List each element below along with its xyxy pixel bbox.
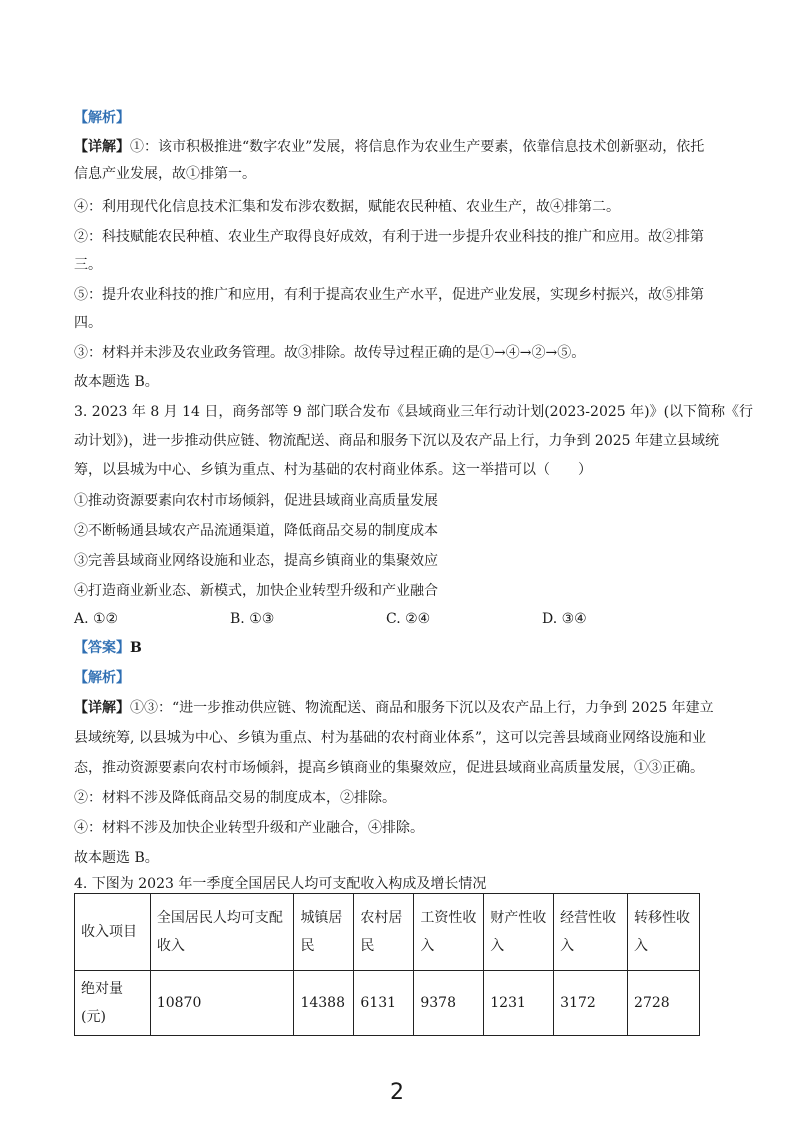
table-header-cell: 收入项目 xyxy=(75,894,151,971)
table-header-cell: 全国居民人均可支配收入 xyxy=(150,894,294,971)
statement-item: ④打造商业新业态、新模式，加快企业转型升级和产业融合 xyxy=(74,583,438,599)
analysis-conclusion: 故本题选 B。 xyxy=(74,850,159,866)
income-table xyxy=(74,893,700,1036)
question-3-stem: 3. 2023 年 8 月 14 日，商务部等 9 部门联合发布《县域商业三年行动计划(2023-2025 年)》(以下简称《行 xyxy=(74,404,754,420)
detail-tag: 【详解】 xyxy=(74,139,130,155)
analysis-detail-line xyxy=(74,699,714,717)
detail-tag: 【详解】 xyxy=(74,700,130,716)
analysis-heading: 【解析】 xyxy=(74,110,130,126)
analysis-text-line: ⑤：提升农业科技的推广和应用，有利于提高农业生产水平，促进产业发展，实现乡村振兴，故⑤排第 xyxy=(74,287,704,303)
table-cell: 6131 xyxy=(354,971,414,1036)
statement-item: ③完善县域商业网络设施和业态，提高乡镇商业的集聚效应 xyxy=(74,553,438,569)
table-header-cell: 转移性收入 xyxy=(628,894,700,971)
analysis-text-line: ②：材料不涉及降低商品交易的制度成本，②排除。 xyxy=(74,790,396,806)
table-cell: 9378 xyxy=(414,971,484,1036)
analysis-text-line: ④：材料不涉及加快企业转型升级和产业融合，④排除。 xyxy=(74,820,424,836)
analysis-detail-line xyxy=(74,138,704,156)
table-cell: 14388 xyxy=(294,971,354,1036)
table-header-row xyxy=(75,894,700,971)
analysis-text-line: ②：科技赋能农民种植、农业生产取得良好成效，有利于进一步提升农业科技的推广和应用。故②排第 xyxy=(74,229,704,245)
table-row xyxy=(75,971,700,1036)
table-cell: 3172 xyxy=(554,971,628,1036)
table-header-cell: 农村居民 xyxy=(354,894,414,971)
answer-tag: 【答案】 xyxy=(74,640,130,656)
option-b: B. ①③ xyxy=(230,611,275,627)
analysis-text: ①：该市积极推进“数字农业”发展，将信息作为农业生产要素，依靠信息技术创新驱动，依托 xyxy=(130,139,705,155)
table-header-cell: 工资性收入 xyxy=(414,894,484,971)
analysis-text-line: ④：利用现代化信息技术汇集和发布涉农数据，赋能农民种植、农业生产，故④排第二。 xyxy=(74,199,620,215)
table-row-label: 绝对量(元) xyxy=(75,971,151,1036)
analysis-text: ①③：“进一步推动供应链、物流配送、商品和服务下沉以及农产品上行，力争到 2025 年建立 xyxy=(130,700,714,716)
analysis-text-line: 三。 xyxy=(74,257,102,273)
table-header-cell: 城镇居民 xyxy=(294,894,354,971)
statement-item: ②不断畅通县域农产品流通渠道，降低商品交易的制度成本 xyxy=(74,523,438,539)
question-3-stem: 动计划》)，进一步推动供应链、物流配送、商品和服务下沉以及农产品上行，力争到 2025 年建立县域统 xyxy=(74,433,719,449)
analysis-text-line: 态，推动资源要素向农村市场倾斜，提高乡镇商业的集聚效应，促进县域商业高质量发展，①③正确。 xyxy=(74,760,704,776)
answer-value: B xyxy=(130,640,142,656)
option-c: C. ②④ xyxy=(386,611,431,627)
analysis-text-line: 四。 xyxy=(74,315,102,331)
option-a: A. ①② xyxy=(74,611,119,627)
question-4-stem: 4. 下图为 2023 年一季度全国居民人均可支配收入构成及增长情况 xyxy=(74,876,487,892)
table-cell: 10870 xyxy=(150,971,294,1036)
answer-line xyxy=(74,639,142,657)
table-header-cell: 财产性收入 xyxy=(484,894,554,971)
page-number: 2 xyxy=(390,1080,404,1105)
analysis-text-line: ③：材料并未涉及农业政务管理。故③排除。故传导过程正确的是①→④→②→⑤。 xyxy=(74,345,586,361)
table-cell: 2728 xyxy=(628,971,700,1036)
analysis-text-line: 县域统筹, 以县城为中心、乡镇为重点、村为基础的农村商业体系”，这可以完善县域商业网络设施和业 xyxy=(74,730,707,746)
statement-item: ①推动资源要素向农村市场倾斜，促进县域商业高质量发展 xyxy=(74,493,438,509)
option-d: D. ③④ xyxy=(542,611,587,627)
table-header-cell: 经营性收入 xyxy=(554,894,628,971)
question-3-stem: 筹，以县城为中心、乡镇为重点、村为基础的农村商业体系。这一举措可以（ ） xyxy=(74,462,592,478)
analysis-conclusion: 故本题选 B。 xyxy=(74,374,159,390)
table-cell: 1231 xyxy=(484,971,554,1036)
analysis-text-line: 信息产业发展，故①排第一。 xyxy=(74,166,256,182)
analysis-heading: 【解析】 xyxy=(74,670,130,686)
